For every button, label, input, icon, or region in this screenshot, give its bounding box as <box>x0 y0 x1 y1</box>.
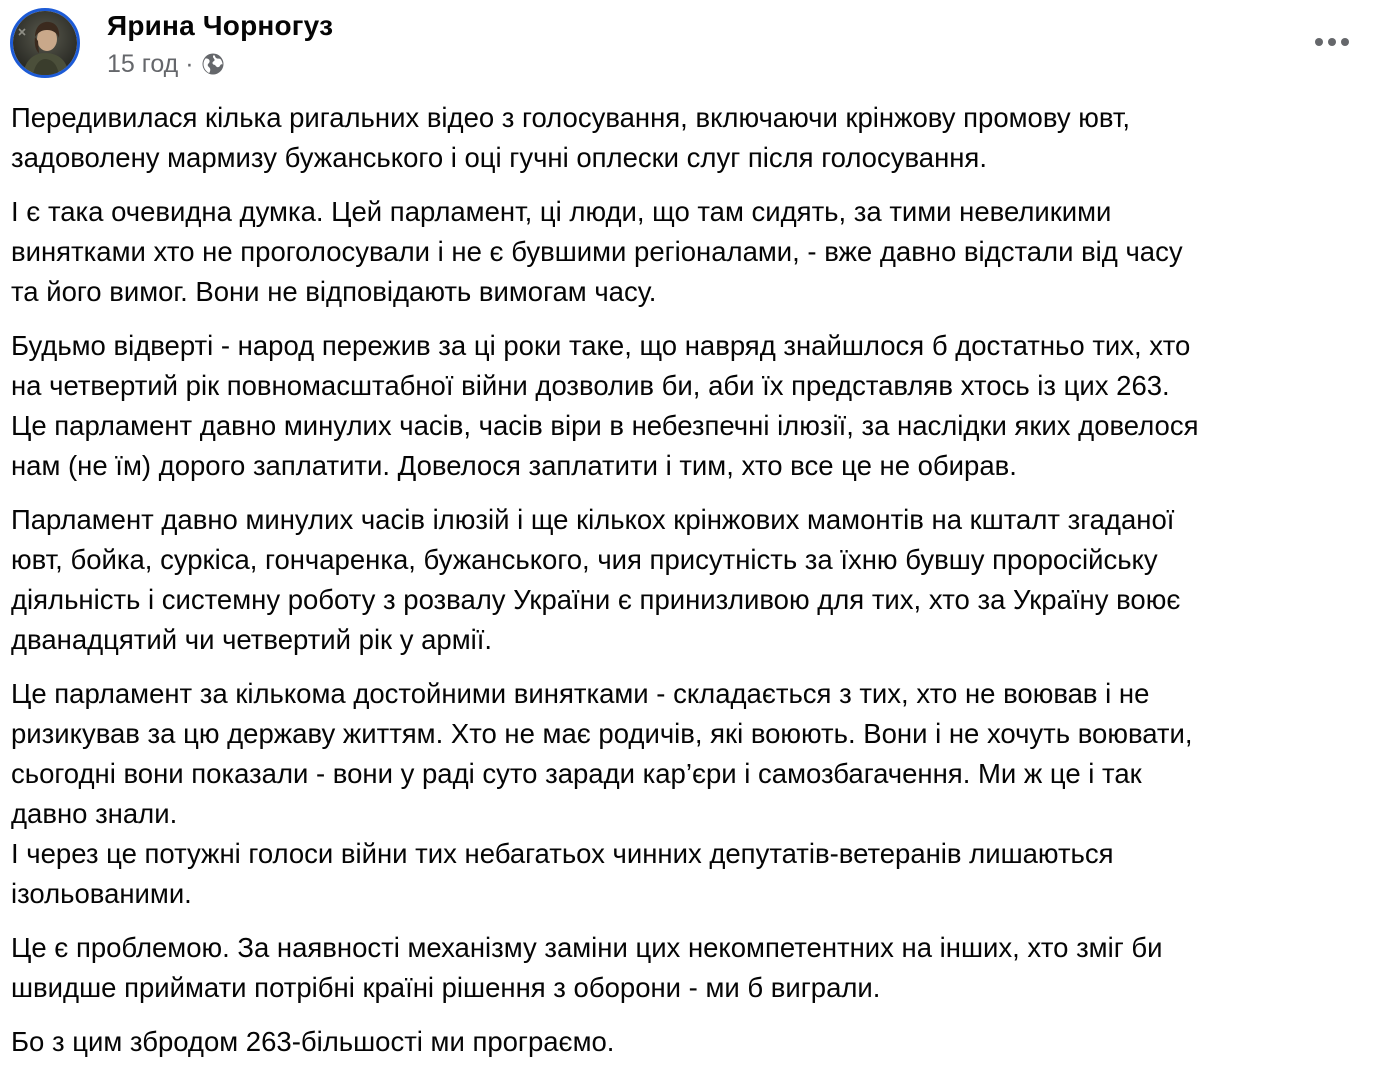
more-horizontal-icon <box>1314 37 1350 47</box>
post-paragraph: Це парламент за кількома достойними винятками - складається з тих, хто не воював і не ризикував за цю державу життям. Хто не має родичів, які воюють. Вони і не хочуть воювати, сьогодні вони показали - вони у раді суто заради кар’єри і самозбагачення. Ми ж це і так давно знали. І через це потужні голоси війни тих небагатьох чинних депутатів-ветеранів лишаються ізольованими. <box>11 678 1193 909</box>
author-avatar[interactable] <box>10 8 80 78</box>
avatar-photo <box>13 11 77 75</box>
post-meta <box>107 48 225 80</box>
post-paragraph: Передивилася кілька ригальних відео з голосування, включаючи крінжову промову ювт, задоволену мармизу бужанського і оці гучні оплески слуг після голосування. <box>11 102 1131 173</box>
post-paragraph: Парламент давно минулих часів ілюзій і ще кількох крінжових мамонтів на кшталт згаданої ювт, бойка, суркіса, гончаренка, бужанського, чия присутність за їхню бувшу проросійську діяльність і системну роботу з розвалу України є принизливою для тих, хто за Україну воює дванадцятий чи четвертий рік у армії. <box>11 504 1181 655</box>
post-paragraph: Це є проблемою. За наявності механізму заміни цих некомпетентних на інших, хто зміг би швидше приймати потрібні країні рішення з оборони - ми б виграли. <box>11 932 1163 1003</box>
meta-separator: · <box>185 49 194 78</box>
globe-icon[interactable] <box>201 52 225 76</box>
post-timestamp[interactable]: 15 год <box>107 49 179 78</box>
author-name[interactable]: Ярина Чорногуз <box>107 10 334 41</box>
more-options-button[interactable] <box>1308 24 1356 60</box>
post-paragraph: Будьмо відверті - народ пережив за ці роки таке, що навряд знайшлося б достатньо тих, хто на четвертий рік повномасштабної війни дозволив би, аби їх представляв хтось із цих 263. Це парламент давно минулих часів, часів віри в небезпечні ілюзії, за наслідки яких довелося нам (не їм) дорого заплатити. Довелося заплатити і тим, хто все це не обирав. <box>11 330 1199 481</box>
post-body <box>11 98 1361 1076</box>
post-paragraph: Бо з цим збродом 263-більшості ми програємо. <box>11 1026 615 1057</box>
post-paragraph: І є така очевидна думка. Цей парламент, ці люди, що там сидять, за тими невеликими винятками хто не проголосували і не є бувшими регіоналами, - вже давно відстали від часу та його вимог. Вони не відповідають вимогам часу. <box>11 196 1183 307</box>
post-header <box>10 6 1366 82</box>
